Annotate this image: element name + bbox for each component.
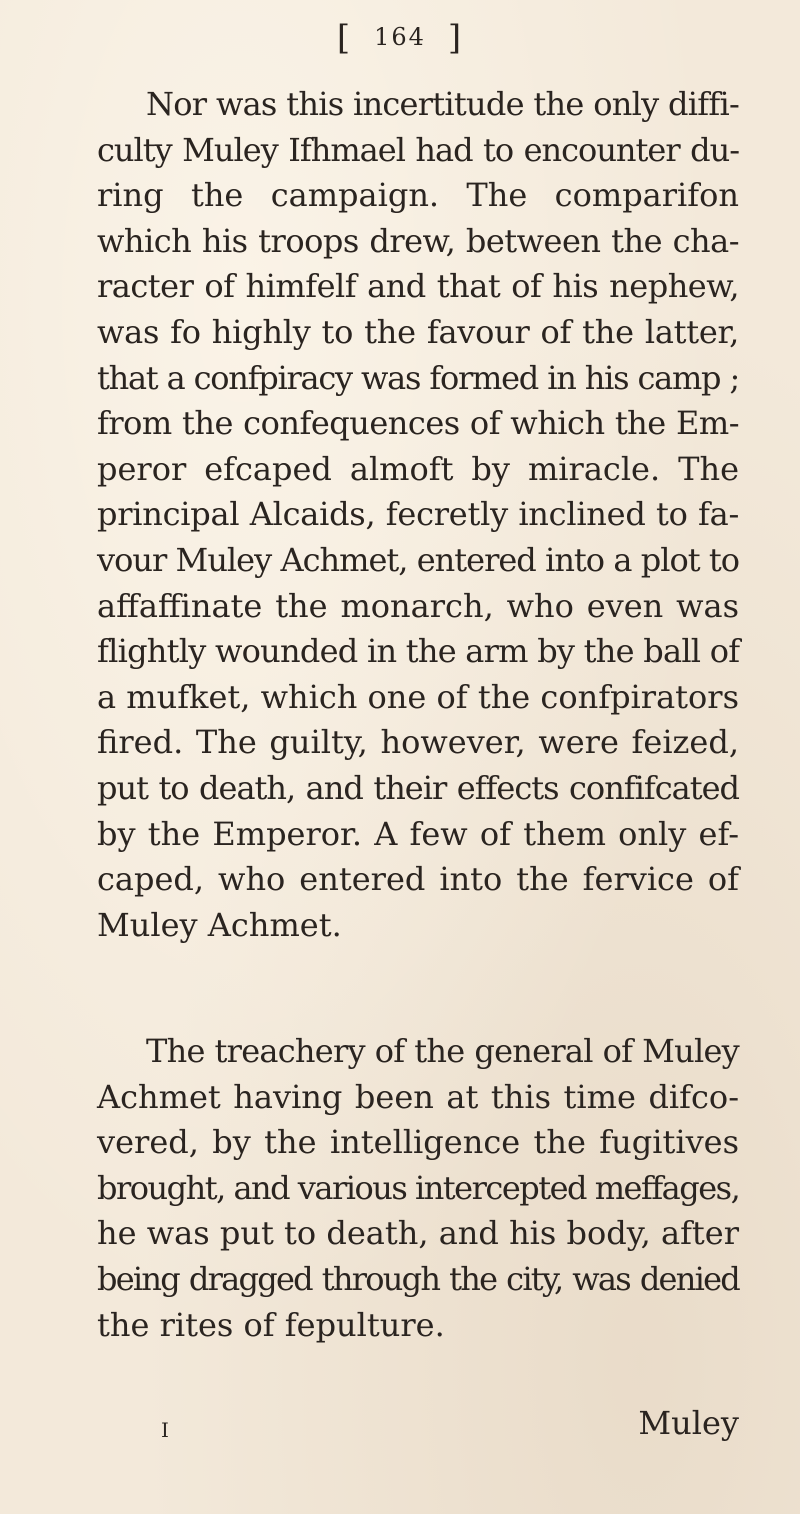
- text-line: flightly wounded in the arm by the ball of: [97, 632, 740, 671]
- left-bracket: [: [336, 18, 353, 58]
- text-line: culty Muley Ifhmael had to encounter du-: [97, 130, 739, 169]
- text-line: vered, by the intelligence the fugitives: [97, 1123, 739, 1162]
- text-line: by the Emperor. A few of them only ef-: [97, 814, 739, 853]
- text-line: from the confequences of which the Em-: [97, 404, 739, 443]
- text-line: he was put to death, and his body, after: [97, 1214, 739, 1253]
- text-line: the rites of fepulture.: [97, 1305, 445, 1344]
- text-line: Muley Achmet.: [97, 905, 342, 944]
- text-line: The treachery of the general of Muley: [146, 1032, 739, 1070]
- text-line: peror efcaped almoft by miracle. The: [97, 449, 739, 488]
- text-line: racter of himfelf and that of his nephew,: [97, 267, 739, 306]
- page-number: 164: [374, 23, 426, 51]
- text-line: which his troops drew, between the cha-: [97, 221, 739, 260]
- text-line: that a confpiracy was formed in his camp ;: [97, 358, 739, 397]
- text-line: Nor was this incertitude the only diffi-: [146, 85, 739, 123]
- page-footer: [97, 1404, 739, 1444]
- text-line: a mufket, which one of the confpirators: [97, 677, 739, 716]
- page-header: [0, 18, 800, 58]
- text-line: ring the campaign. The comparifon: [97, 176, 739, 215]
- paragraph-2: [97, 1029, 739, 1348]
- text-line: being dragged through the city, was denied: [97, 1259, 739, 1298]
- signature-mark: I: [161, 1418, 169, 1442]
- paragraph-1: [97, 82, 739, 948]
- text-line: principal Alcaids, fecretly inclined to fa-: [97, 495, 739, 534]
- text-line: affaffinate the monarch, who even was: [97, 586, 739, 625]
- text-line: brought, and various intercepted meffages,: [97, 1168, 740, 1207]
- text-line: put to death, and their effects confifcated: [97, 768, 739, 807]
- text-line: Achmet having been at this time difco-: [97, 1077, 739, 1116]
- right-bracket: ]: [447, 18, 464, 58]
- text-line: vour Muley Achmet, entered into a plot to: [97, 540, 739, 579]
- text-line: was fo highly to the favour of the latter,: [97, 312, 739, 351]
- text-line: caped, who entered into the fervice of: [97, 860, 739, 899]
- text-line: fired. The guilty, however, were feized,: [97, 723, 739, 762]
- catchword: Muley: [638, 1404, 739, 1442]
